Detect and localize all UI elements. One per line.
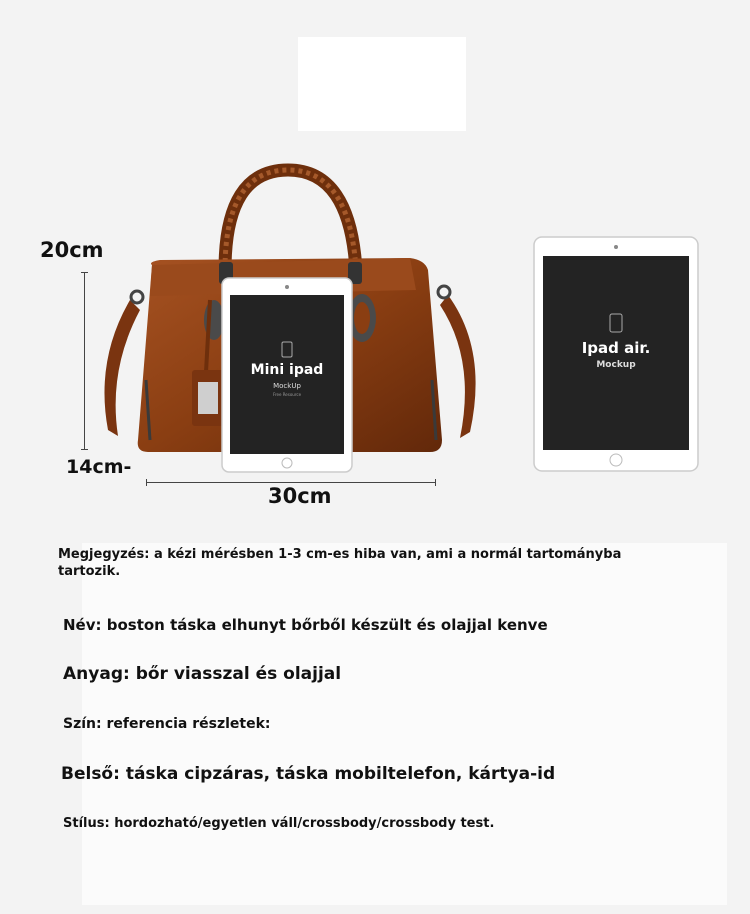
mini-ipad-caption: Free Resource (272, 392, 302, 397)
ipad-air-subtitle: Mockup (596, 360, 636, 370)
measurement-note: Megjegyzés: a kézi mérésben 1-3 cm-es hiba van, ami a normál tartományba tartozik. (58, 547, 622, 579)
product-style: Stílus: hordozható/egyetlen váll/crossbody/crossbody test. (63, 816, 495, 831)
product-interior: Belső: táska cipzáras, táska mobiltelefon, kártya-id (61, 764, 556, 784)
product-material: Anyag: bőr viasszal és olajjal (63, 664, 342, 684)
height-label: 20cm (40, 238, 104, 262)
width-label: 30cm (268, 484, 332, 508)
width-dimension-line (146, 482, 436, 483)
mini-ipad-title: Mini ipad (250, 362, 324, 378)
depth-label: 14cm- (66, 456, 132, 478)
product-color: Szín: referencia részletek: (63, 716, 271, 732)
height-dimension-line (84, 272, 85, 450)
ipad-air-title: Ipad air. (581, 339, 651, 357)
product-name: Név: boston táska elhunyt bőrből készült és olajjal kenve (63, 616, 548, 634)
mini-ipad-subtitle: MockUp (273, 382, 301, 390)
